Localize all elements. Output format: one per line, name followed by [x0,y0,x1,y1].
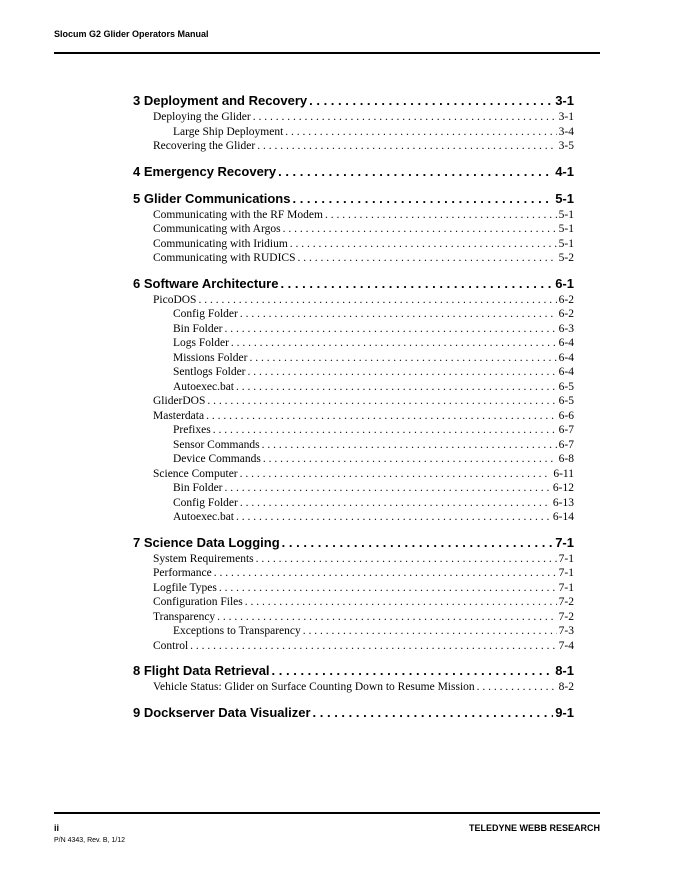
toc-dot-leader [285,126,556,138]
toc-entry-page: 9-1 [555,704,574,720]
toc-entry-title: Communicating with RUDICS [153,252,296,264]
toc-entry-page: 3-4 [558,125,574,138]
table-of-contents [133,93,574,723]
toc-entry-page: 7-1 [558,552,574,565]
toc-entry-page: 6-6 [558,409,574,422]
toc-dot-leader [249,352,556,364]
toc-entry-title: 5 Glider Communications [133,190,291,206]
toc-entry-title: 8 Flight Data Retrieval [133,663,270,678]
toc-entry-title: GliderDOS [153,395,206,407]
toc-chapter-entry[interactable] [133,191,574,209]
toc-entry-page: 8-1 [555,663,574,678]
toc-section-entry[interactable] [133,238,574,253]
toc-dot-leader [236,381,557,393]
toc-dot-leader [253,111,557,123]
toc-entry-page: 3-5 [558,140,574,152]
toc-dot-leader [190,640,557,652]
toc-subsection-entry[interactable] [133,439,574,454]
toc-dot-leader [245,596,557,608]
toc-entry-title: 4 Emergency Recovery [133,163,277,179]
toc-entry-title: 6 Software Architecture [133,275,279,291]
toc-entry-page: 6-7 [558,438,574,451]
toc-section-entry[interactable] [133,395,574,410]
footer-company-name: TELEDYNE WEBB RESEARCH [468,823,600,833]
toc-entry-page: 5-1 [558,223,574,235]
toc-section-entry[interactable] [133,468,574,483]
toc-subsection-entry[interactable] [133,337,574,352]
toc-entry-title: Communicating with Iridium [153,237,288,250]
toc-entry-title: Masterdata [153,409,205,422]
toc-subsection-entry[interactable] [133,366,574,381]
toc-entry-page: 7-1 [555,534,574,550]
toc-entry-title: Transparency [153,610,216,623]
toc-dot-leader [198,294,556,306]
toc-entry-page: 8-2 [558,681,574,693]
toc-subsection-entry[interactable] [133,323,574,338]
toc-section-entry[interactable] [133,209,574,224]
toc-section-entry[interactable] [133,410,574,425]
toc-subsection-entry[interactable] [133,497,574,512]
toc-dot-leader [214,567,557,579]
toc-entry-page: 6-5 [558,380,574,393]
toc-entry-page: 7-3 [558,625,574,637]
toc-chapter-entry[interactable] [133,705,574,723]
toc-dot-leader [292,191,553,206]
toc-entry-page: 6-4 [558,366,574,378]
toc-chapter-entry[interactable] [133,276,574,294]
toc-entry-title: Prefixes [173,424,211,436]
toc-dot-leader [297,252,556,264]
toc-entry-title: Control [153,639,189,652]
footer-page-number: ii [54,823,60,833]
toc-entry-page: 7-1 [558,581,574,594]
toc-dot-leader [219,582,557,594]
toc-section-entry[interactable] [133,553,574,568]
toc-entry-page: 6-13 [552,496,574,509]
toc-dot-leader [240,468,552,480]
toc-section-entry[interactable] [133,252,574,267]
toc-subsection-entry[interactable] [133,424,574,439]
toc-chapter-entry[interactable] [133,164,574,182]
toc-dot-leader [262,439,557,451]
toc-entry-page: 5-2 [558,252,574,264]
toc-dot-leader [213,424,557,436]
toc-entry-title: Bin Folder [173,322,223,335]
running-header-title: Slocum G2 Glider Operators Manual [54,29,209,39]
toc-chapter-entry[interactable] [133,93,574,111]
toc-dot-leader [477,681,557,693]
toc-entry-title: Configuration Files [153,596,243,608]
toc-subsection-entry[interactable] [133,381,574,396]
toc-dot-leader [236,511,551,523]
toc-dot-leader [217,611,556,623]
toc-section-entry[interactable] [133,596,574,611]
toc-subsection-entry[interactable] [133,511,574,526]
toc-entry-title: System Requirements [153,552,254,565]
toc-entry-title: Logs Folder [173,337,229,349]
toc-section-entry[interactable] [133,611,574,626]
toc-dot-leader [248,366,557,378]
toc-subsection-entry[interactable] [133,308,574,323]
toc-section-entry[interactable] [133,567,574,582]
toc-subsection-entry[interactable] [133,453,574,468]
toc-entry-title: Deploying the Glider [153,111,251,123]
toc-entry-page: 6-8 [558,453,574,465]
toc-entry-page: 6-4 [558,337,574,349]
toc-entry-title: Autoexec.bat [173,511,234,523]
toc-dot-leader [280,276,553,291]
toc-subsection-entry[interactable] [133,352,574,367]
toc-entry-page: 7-2 [558,610,574,623]
toc-entry-page: 6-11 [553,467,574,480]
toc-entry-title: Config Folder [173,496,238,509]
toc-subsection-entry[interactable] [133,625,574,640]
toc-entry-page: 3-1 [558,111,574,123]
toc-dot-leader [256,553,557,565]
toc-entry-page: 7-4 [558,639,574,652]
toc-entry-title: Large Ship Deployment [173,125,284,138]
toc-entry-title: Vehicle Status: Glider on Surface Counting Down to Resume Mission [153,681,475,693]
toc-dot-leader [207,395,556,407]
toc-dot-leader [225,323,557,335]
toc-dot-leader [313,705,554,720]
toc-section-entry[interactable] [133,111,574,126]
toc-entry-title: Communicating with Argos [153,223,281,235]
toc-entry-page: 7-2 [558,596,574,608]
toc-entry-title: Communicating with the RF Modem [153,208,323,221]
toc-entry-title: Autoexec.bat [173,380,234,393]
toc-entry-page: 6-1 [555,275,574,291]
toc-entry-page: 7-1 [558,567,574,579]
toc-dot-leader [272,663,554,678]
toc-entry-title: Missions Folder [173,351,248,364]
toc-entry-page: 6-4 [558,351,574,364]
toc-entry-page: 6-2 [558,293,574,306]
toc-entry-title: Exceptions to Transparency [173,625,301,637]
toc-entry-title: 7 Science Data Logging [133,534,280,550]
toc-entry-title: Performance [153,567,212,579]
toc-subsection-entry[interactable] [133,482,574,497]
toc-entry-title: Sensor Commands [173,438,260,451]
toc-dot-leader [282,535,554,550]
toc-entry-page: 3-1 [555,93,574,108]
toc-entry-title: Science Computer [153,467,238,480]
toc-dot-leader [225,482,551,494]
toc-section-entry[interactable] [133,582,574,597]
toc-dot-leader [309,93,553,108]
toc-section-entry[interactable] [133,640,574,655]
toc-entry-page: 6-5 [558,395,574,407]
toc-entry-title: Recovering the Glider [153,140,256,152]
footer-rule [54,812,600,814]
toc-dot-leader [263,453,557,465]
footer-part-number: P/N 4343, Rev. B, 1/12 [54,837,126,844]
toc-entry-page: 6-2 [558,308,574,320]
toc-dot-leader [257,140,556,152]
toc-dot-leader [290,238,557,250]
toc-section-entry[interactable] [133,223,574,238]
toc-entry-title: 3 Deployment and Recovery [133,93,308,108]
toc-entry-title: Logfile Types [153,581,217,594]
toc-dot-leader [303,625,557,637]
toc-entry-title: Sentlogs Folder [173,366,246,378]
toc-dot-leader [240,497,551,509]
toc-entry-title: PicoDOS [153,293,197,306]
toc-dot-leader [283,223,557,235]
toc-entry-page: 6-12 [552,482,574,494]
toc-chapter-entry[interactable] [133,535,574,553]
toc-entry-page: 5-1 [558,237,574,250]
toc-subsection-entry[interactable] [133,126,574,141]
toc-dot-leader [278,164,553,179]
toc-entry-title: Bin Folder [173,482,223,494]
toc-entry-page: 6-3 [558,322,574,335]
toc-chapter-entry[interactable] [133,663,574,681]
toc-dot-leader [240,308,557,320]
toc-entry-title: 9 Dockserver Data Visualizer [133,704,311,720]
toc-entry-page: 6-14 [552,511,574,523]
toc-entry-page: 5-1 [555,190,574,206]
toc-entry-title: Config Folder [173,308,238,320]
header-rule [54,52,600,54]
toc-dot-leader [206,410,557,422]
toc-entry-page: 5-1 [558,208,574,221]
toc-section-entry[interactable] [133,294,574,309]
toc-section-entry[interactable] [133,140,574,155]
toc-entry-page: 6-7 [558,424,574,436]
toc-section-entry[interactable] [133,681,574,696]
toc-entry-title: Device Commands [173,453,261,465]
toc-dot-leader [325,209,557,221]
toc-dot-leader [231,337,557,349]
toc-entry-page: 4-1 [555,163,574,179]
